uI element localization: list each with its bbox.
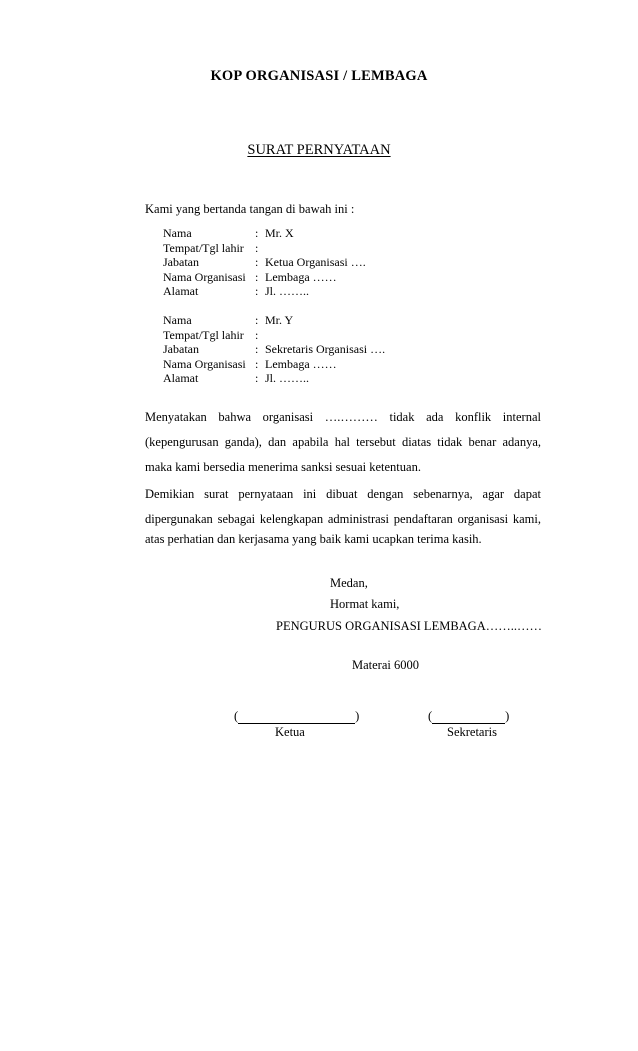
- intro-text: Kami yang bertanda tangan di bawah ini :: [145, 202, 355, 216]
- identity-label: Nama: [163, 226, 192, 240]
- identity-label: Jabatan: [163, 255, 199, 269]
- identity-label: Tempat/Tgl lahir: [163, 327, 244, 342]
- open-paren: (: [428, 709, 433, 723]
- organization-name: PENGURUS ORGANISASI LEMBAGA……..……: [276, 619, 542, 633]
- stamp-label: Materai 6000: [352, 658, 419, 672]
- closing-regards: Hormat kami,: [330, 597, 400, 611]
- identity-row: [163, 328, 385, 343]
- identity-label: Jabatan: [163, 342, 199, 356]
- identity-colon: :: [255, 226, 259, 240]
- document-title-text: SURAT PERNYATAAN: [247, 142, 391, 158]
- close-paren: ): [355, 709, 360, 723]
- paragraph-line: maka kami bersedia menerima sanksi sesuai ketentuan.: [145, 460, 421, 474]
- paragraph-line: dipergunakan sebagai kelengkapan administrasi pendaftaran organisasi kami,: [145, 512, 541, 526]
- ketua-label: Ketua: [275, 725, 305, 739]
- identity-row: [163, 270, 366, 285]
- identity-value: Sekretaris Organisasi ….: [265, 342, 386, 356]
- identity-label: Alamat: [163, 371, 199, 385]
- identity-colon: :: [255, 371, 259, 385]
- signature-ketua: [234, 709, 359, 724]
- identity-value: Jl. ……..: [265, 371, 310, 385]
- close-paren: ): [505, 709, 510, 723]
- identity-row: [163, 255, 366, 270]
- identity-colon: :: [255, 356, 259, 371]
- signature-line: [238, 711, 355, 724]
- identity-label: Tempat/Tgl lahir: [163, 240, 244, 255]
- identity-colon: :: [255, 269, 259, 284]
- identity-row: [163, 342, 385, 357]
- paragraph-line: Demikian surat pernyataan ini dibuat dengan sebenarnya, agar dapat: [145, 487, 541, 501]
- identity-row: [163, 241, 366, 256]
- identity-colon: :: [255, 284, 259, 298]
- identity-row: [163, 357, 385, 372]
- identity-label: Nama Organisasi: [163, 269, 246, 284]
- paragraph-line: atas perhatian dan kerjasama yang baik kami ucapkan terima kasih.: [145, 532, 482, 546]
- identity-row: [163, 371, 385, 386]
- identity-colon: :: [255, 255, 259, 269]
- identity-value: Mr. Y: [265, 313, 294, 327]
- identity-value: Lembaga ……: [265, 356, 337, 371]
- identity-label: Nama Organisasi: [163, 356, 246, 371]
- identity-value: Lembaga ……: [265, 269, 337, 284]
- identity-block-sekretaris: [163, 313, 385, 386]
- identity-colon: :: [255, 313, 259, 327]
- sekretaris-label: Sekretaris: [447, 725, 497, 739]
- identity-colon: :: [255, 240, 259, 255]
- place-date: Medan,: [330, 576, 368, 590]
- letterhead: KOP ORGANISASI / LEMBAGA: [210, 68, 428, 84]
- identity-label: Nama: [163, 313, 192, 327]
- document-title: [0, 142, 638, 159]
- signature-line: [432, 711, 505, 724]
- identity-label: Alamat: [163, 284, 199, 298]
- signature-sekretaris: [428, 709, 509, 724]
- open-paren: (: [234, 709, 239, 723]
- paragraph-line: (kepengurusan ganda), dan apabila hal tersebut diatas tidak benar adanya,: [145, 435, 541, 449]
- identity-row: [163, 313, 385, 328]
- paragraph-line: Menyatakan bahwa organisasi ….……… tidak ada konflik internal: [145, 410, 541, 424]
- identity-colon: :: [255, 342, 259, 356]
- identity-value: Jl. ……..: [265, 284, 310, 298]
- identity-block-ketua: [163, 226, 366, 299]
- identity-row: [163, 284, 366, 299]
- identity-colon: :: [255, 327, 259, 342]
- identity-value: Mr. X: [265, 226, 294, 240]
- identity-value: Ketua Organisasi ….: [265, 255, 366, 269]
- identity-row: [163, 226, 366, 241]
